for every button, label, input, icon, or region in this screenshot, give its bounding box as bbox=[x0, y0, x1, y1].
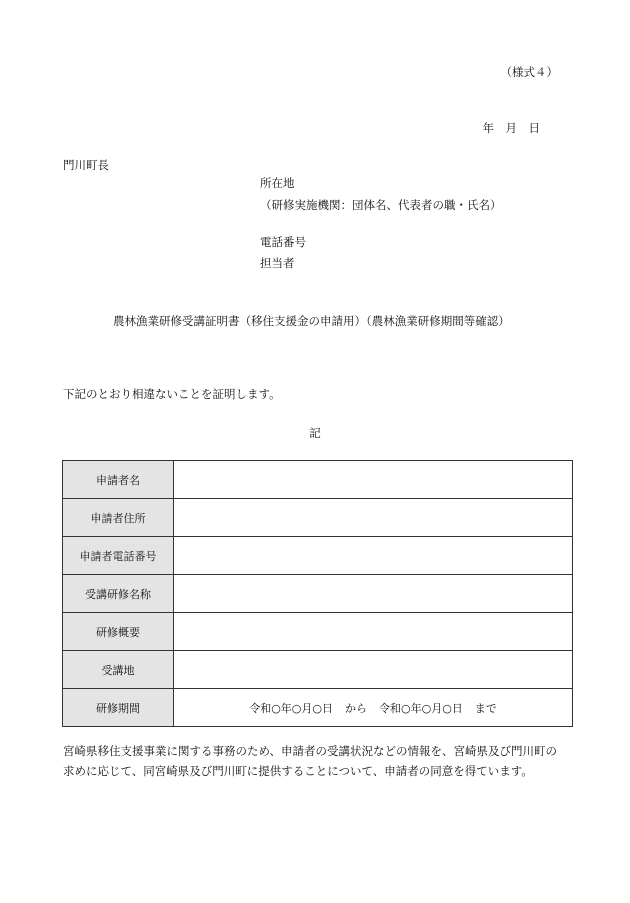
recipient: 門川町長 bbox=[63, 158, 109, 172]
row-value-applicant-phone[interactable] bbox=[174, 537, 573, 575]
consent-line-2: 求めに応じて、同宮崎県及び門川町に提供することについて、申請者の同意を得ています。 bbox=[63, 764, 533, 778]
consent-line-1: 宮崎県移住支援事業に関する事務のため、申請者の受講状況などの情報を、宮崎県及び門川町の bbox=[63, 744, 558, 758]
consent-statement bbox=[63, 741, 563, 781]
row-label-applicant-address: 申請者住所 bbox=[63, 499, 174, 537]
date-line: 年 月 日 bbox=[482, 121, 540, 135]
table-row bbox=[63, 689, 573, 727]
table-row bbox=[63, 575, 573, 613]
row-value-training-location[interactable] bbox=[174, 651, 573, 689]
period-from: から bbox=[345, 701, 367, 715]
row-value-training-name[interactable] bbox=[174, 575, 573, 613]
document-title: 農林漁業研修受講証明書（移住支援金の申請用）（農林漁業研修期間等確認） bbox=[113, 314, 510, 328]
issuer-org-label: （研修実施機関：団体名、代表者の職・氏名） bbox=[260, 198, 502, 212]
period-until: まで bbox=[474, 701, 497, 715]
period-end: 令和○年○月○日 bbox=[379, 701, 463, 715]
certify-text: 下記のとおり相違ないことを証明します。 bbox=[63, 387, 281, 401]
info-table bbox=[62, 460, 573, 727]
period-start: 令和○年○月○日 bbox=[249, 701, 333, 715]
row-value-applicant-address[interactable] bbox=[174, 499, 573, 537]
row-value-training-period[interactable] bbox=[174, 689, 573, 727]
row-label-applicant-phone: 申請者電話番号 bbox=[63, 537, 174, 575]
row-label-applicant-name: 申請者名 bbox=[63, 461, 174, 499]
issuer-block bbox=[260, 176, 502, 271]
row-value-training-overview[interactable] bbox=[174, 613, 573, 651]
issuer-phone-label: 電話番号 bbox=[260, 235, 306, 249]
row-label-training-location: 受講地 bbox=[63, 651, 174, 689]
issuer-address-label: 所在地 bbox=[260, 176, 295, 190]
table-row bbox=[63, 499, 573, 537]
table-row bbox=[63, 461, 573, 499]
row-label-training-overview: 研修概要 bbox=[63, 613, 174, 651]
row-label-training-period: 研修期間 bbox=[63, 689, 174, 727]
ki-heading: 記 bbox=[309, 426, 321, 440]
table-row bbox=[63, 537, 573, 575]
row-label-training-name: 受講研修名称 bbox=[63, 575, 174, 613]
table-row bbox=[63, 651, 573, 689]
row-value-applicant-name[interactable] bbox=[174, 461, 573, 499]
form-number: （様式４） bbox=[500, 65, 558, 79]
issuer-contact-label: 担当者 bbox=[260, 256, 295, 270]
table-row bbox=[63, 613, 573, 651]
